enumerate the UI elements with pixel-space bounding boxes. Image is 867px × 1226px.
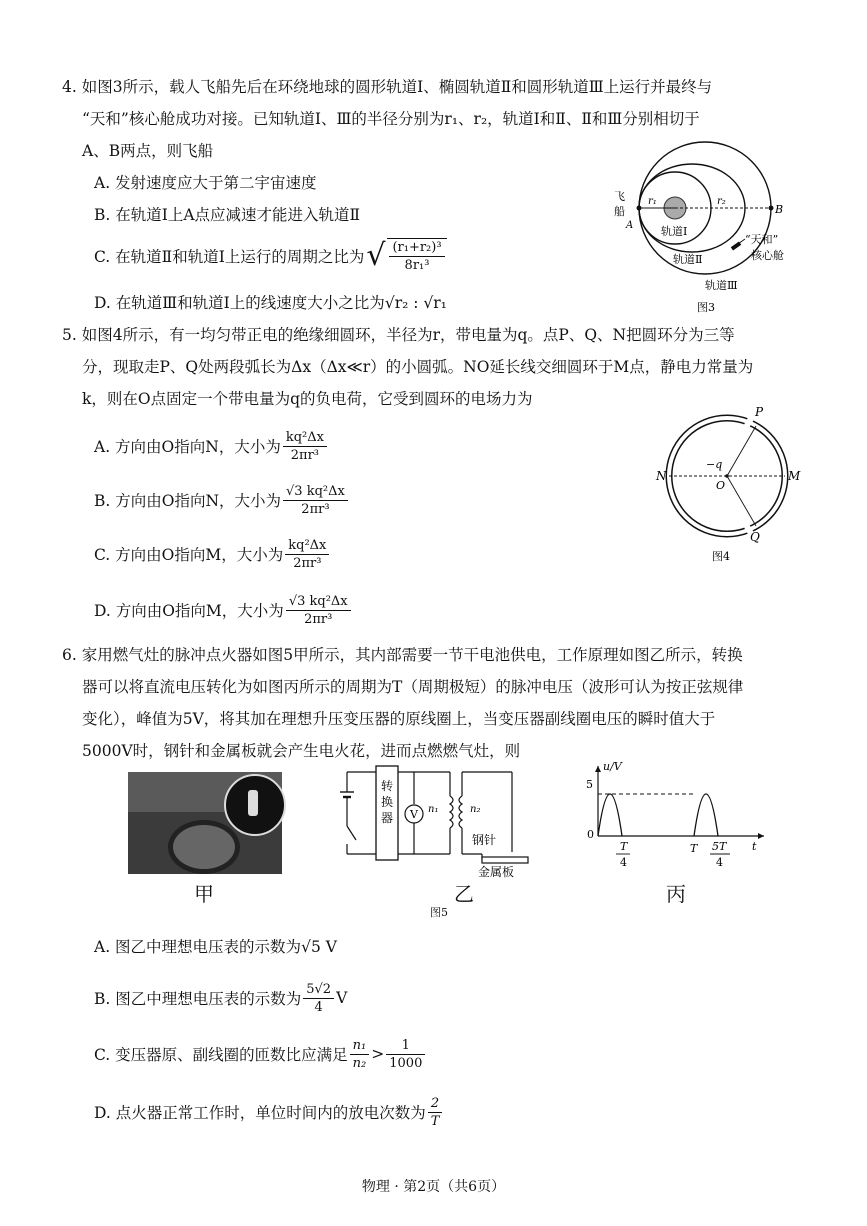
fig3-point-a: A bbox=[626, 220, 634, 231]
fig3-tianhe-label-2: 核心舱 bbox=[751, 249, 784, 262]
voltmeter-label: V bbox=[410, 808, 418, 821]
q6-option-c-fraction: $\frac{1}{1000}$ bbox=[386, 1037, 425, 1072]
graph-ytick-5: 5 bbox=[586, 778, 593, 791]
q4-option-a: A. 发射速度应大于第二宇宙速度 bbox=[94, 174, 317, 192]
graph-xtick-t4-num: T bbox=[620, 840, 628, 853]
q4-option-b: B. 在轨道Ⅰ上A点应减速才能进入轨道Ⅱ bbox=[94, 206, 361, 224]
q6-stem-line4: 5000V时，钢针和金属板就会产生电火花，进而点燃燃气灶，则 bbox=[82, 742, 521, 760]
q5-option-a-label: A. 方向由O指向N，大小为 bbox=[94, 438, 281, 456]
q5-option-b-fraction: $\frac{\text{√3 kq²Δx}}{\text{2πr³}}$ bbox=[283, 483, 348, 518]
q6-option-c-op: > bbox=[371, 1045, 385, 1063]
graph-origin: 0 bbox=[587, 828, 594, 841]
q6-option-a-label: A. 图乙中理想电压表的示数为 bbox=[94, 938, 302, 956]
figure-4-ring bbox=[652, 404, 802, 564]
q5-option-a bbox=[94, 424, 329, 468]
fig3-ship-label-2: 船 bbox=[614, 205, 625, 218]
q5-option-d-fraction: $\frac{\text{√3 kq²Δx}}{\text{2πr³}}$ bbox=[286, 593, 351, 628]
fig4-m: M bbox=[788, 469, 801, 483]
point-a-dot bbox=[637, 206, 642, 211]
burner-icon bbox=[168, 820, 240, 874]
q6-stem-line1: 6. 家用燃气灶的脉冲点火器如图5甲所示，其内部需要一节干电池供电，工作原理如图乙所示，转换 bbox=[62, 646, 743, 664]
fig4-charge: −q bbox=[706, 458, 723, 471]
q6-option-b bbox=[94, 976, 347, 1020]
igniter-photo bbox=[128, 772, 282, 874]
n2-label: n₂ bbox=[470, 804, 481, 815]
q4-stem-line3: A、B两点，则飞船 bbox=[82, 142, 214, 160]
q6-option-b-unit: V bbox=[336, 989, 348, 1007]
fig3-ship-label-1: 飞 bbox=[614, 190, 625, 203]
q5-option-c bbox=[94, 532, 331, 576]
q6-option-c-label: C. 变压器原、副线圈的匝数比应满足 bbox=[94, 1046, 348, 1064]
q6-option-b-label: B. 图乙中理想电压表的示数为 bbox=[94, 990, 302, 1008]
q4-stem-line2: “天和”核心舱成功对接。已知轨道Ⅰ、Ⅲ的半径分别为r₁、r₂，轨道Ⅰ和Ⅱ、Ⅱ和Ⅲ分别相切于 bbox=[82, 110, 700, 128]
fig3-orbit1-label: 轨道Ⅰ bbox=[661, 225, 688, 238]
pulse-1 bbox=[598, 794, 622, 836]
q6-option-d-label: D. 点火器正常工作时，单位时间内的放电次数为 bbox=[94, 1104, 426, 1122]
figure-3-orbits bbox=[605, 140, 805, 320]
primary-coil-icon bbox=[450, 796, 453, 828]
battery-box-icon bbox=[224, 774, 286, 836]
line-oq bbox=[727, 476, 756, 526]
q5-option-c-fraction: $\frac{\text{kq²Δx}}{\text{2πr³}}$ bbox=[285, 537, 329, 572]
q5-option-d-label: D. 方向由O指向M，大小为 bbox=[94, 602, 284, 620]
q5-stem-line1: 5. 如图4所示，有一均匀带正电的绝缘细圆环，半径为r，带电量为q。点P、Q、N把圆环分为三等 bbox=[62, 326, 735, 344]
secondary-coil-icon bbox=[459, 796, 462, 828]
q5-option-b bbox=[94, 478, 350, 522]
graph-xlabel: t bbox=[752, 840, 757, 853]
q6-option-a bbox=[94, 932, 337, 962]
graph-xtick-5t4-den: 4 bbox=[716, 856, 723, 869]
q6-option-c-ratio: $\frac{\text{n₁}}{\text{n₂}}$ bbox=[350, 1037, 370, 1072]
fig3-orbit3-label: 轨道Ⅲ bbox=[705, 279, 738, 292]
q4-option-c-fraction bbox=[387, 238, 446, 274]
q6-option-a-value: √5 V bbox=[301, 938, 337, 956]
q6-stem-line2: 器可以将直流电压转化为如图丙所示的周期为T（周期极短）的脉冲电压（波形可认为按正弦规律 bbox=[82, 678, 744, 696]
pulse-voltage-graph bbox=[582, 758, 772, 876]
point-b-dot bbox=[769, 206, 774, 211]
q4-stem-line1: 4. 如图3所示，载人飞船先后在环绕地球的圆形轨道Ⅰ、椭圆轨道Ⅱ和圆形轨道Ⅲ上运行并最终与 bbox=[62, 78, 713, 96]
circuit-diagram bbox=[332, 764, 542, 879]
line-op bbox=[727, 426, 756, 476]
q4-option-c-num: (r₁+r₂)³ bbox=[389, 239, 444, 257]
fig3-r2: r₂ bbox=[717, 196, 726, 207]
q5-stem-line2: 分，现取走P、Q处两段弧长为Δx（Δx≪r）的小圆弧。NO延长线交细圆环于M点，静电力常量为 bbox=[82, 358, 754, 376]
q5-option-d bbox=[94, 588, 353, 632]
metal-plate-icon bbox=[482, 857, 528, 863]
q5-option-b-label: B. 方向由O指向N，大小为 bbox=[94, 492, 282, 510]
plate-label: 金属板 bbox=[478, 865, 515, 879]
q6-option-b-fraction: $\frac{5√2}{4}$ bbox=[303, 981, 334, 1016]
fig3-caption: 图3 bbox=[697, 301, 715, 314]
q4-option-d bbox=[94, 288, 447, 318]
q5-stem-line3: k，则在O点固定一个带电量为q的负电荷，它受到圆环的电场力为 bbox=[82, 390, 533, 408]
q4-option-d-label: D. 在轨道Ⅲ和轨道Ⅰ上的线速度大小之比为 bbox=[94, 294, 385, 312]
page-footer: 物理 · 第2页（共6页） bbox=[361, 1179, 506, 1195]
fig4-n: N bbox=[656, 469, 667, 483]
q4-option-c-den: 8r₁³ bbox=[404, 258, 430, 273]
fig4-caption: 图4 bbox=[712, 550, 730, 563]
fig3-point-b: B bbox=[775, 203, 784, 216]
converter-label-2: 换 bbox=[381, 795, 394, 809]
label-yi: 乙 bbox=[454, 882, 474, 906]
graph-xtick-t: T bbox=[690, 842, 698, 855]
label-bing: 丙 bbox=[666, 882, 686, 906]
q4-option-c: C. 在轨道Ⅱ和轨道Ⅰ上运行的周期之比为 √ $\frac{\text{(r₁+r₂)³}}{\text{8r₁³}}$ bbox=[94, 232, 449, 280]
q4-option-c-label: C. 在轨道Ⅱ和轨道Ⅰ上运行的周期之比为 bbox=[94, 248, 365, 266]
label-jia: 甲 bbox=[194, 882, 214, 906]
q6-option-d bbox=[94, 1090, 444, 1134]
n1-label: n₁ bbox=[428, 804, 439, 815]
fig3-r1: r₁ bbox=[648, 196, 657, 207]
fig4-q: Q bbox=[750, 530, 760, 544]
graph-xtick-t4-den: 4 bbox=[620, 856, 627, 869]
q4-option-d-expr: √r₂ : √r₁ bbox=[384, 294, 447, 312]
graph-ylabel: u/V bbox=[603, 760, 622, 773]
fig3-orbit2-label: 轨道Ⅱ bbox=[673, 253, 703, 266]
fig5-caption: 图5 bbox=[430, 906, 448, 919]
switch-icon bbox=[347, 826, 356, 840]
center-o-dot bbox=[725, 474, 729, 478]
fig4-o: O bbox=[716, 479, 726, 492]
q6-option-c bbox=[94, 1032, 427, 1076]
fig3-tianhe-label-1: “天和” bbox=[745, 233, 779, 246]
graph-xtick-5t4-num: 5T bbox=[712, 840, 727, 853]
converter-label-3: 器 bbox=[381, 811, 394, 825]
converter-label-1: 转 bbox=[381, 779, 394, 793]
pulse-2 bbox=[694, 794, 718, 836]
q5-option-a-fraction: $\frac{\text{kq²Δx}}{\text{2πr³}}$ bbox=[283, 429, 327, 464]
needle-label: 钢针 bbox=[472, 833, 497, 847]
q6-stem-line3: 变化），峰值为5V，将其加在理想升压变压器的原线圈上，当变压器副线圈电压的瞬时值大于 bbox=[82, 710, 716, 728]
q6-option-d-fraction: $\frac{2}{T}$ bbox=[428, 1095, 443, 1130]
tianhe-pointer bbox=[738, 239, 745, 244]
q5-option-c-label: C. 方向由O指向M，大小为 bbox=[94, 546, 284, 564]
fig4-p: P bbox=[755, 405, 764, 419]
